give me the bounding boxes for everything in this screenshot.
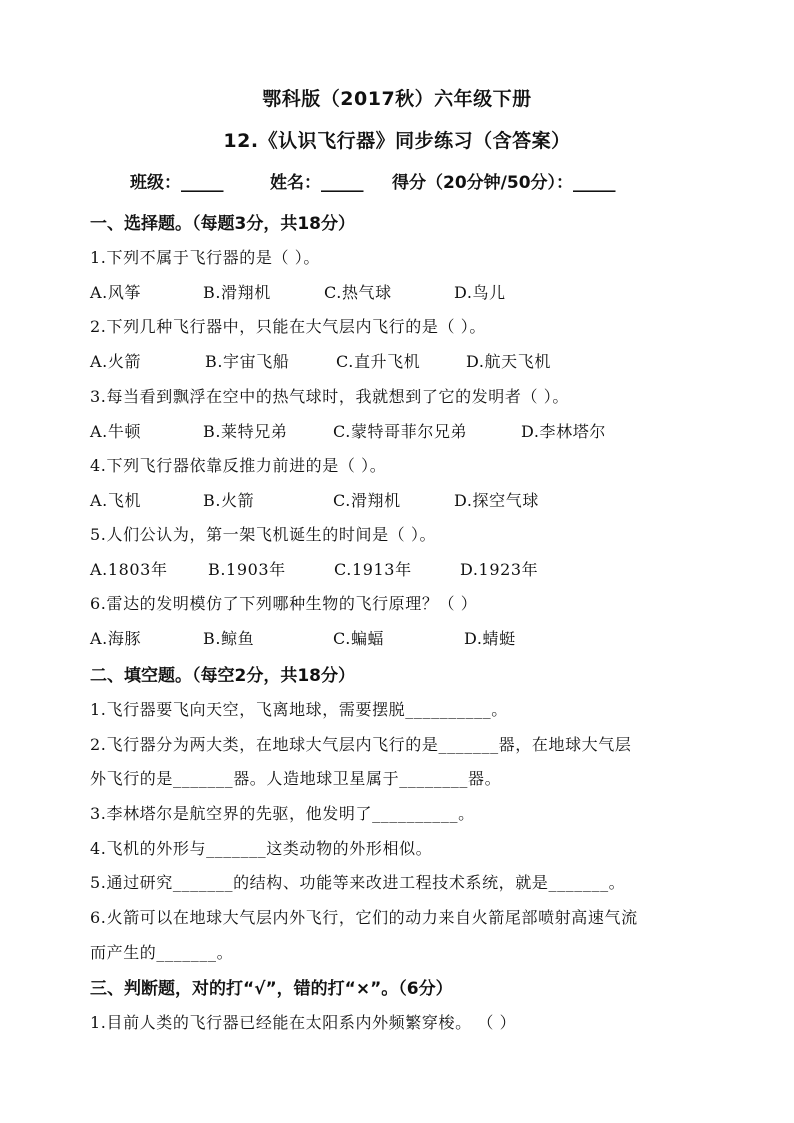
fill-line: 3.李林塔尔是航空界的先驱，他发明了__________。 <box>90 804 475 823</box>
section-heading-judge: 三、判断题，对的打“√”，错的打“×”。（6分） <box>90 979 453 999</box>
option-b: B.滑翔机 <box>203 283 271 302</box>
student-info-row <box>130 168 690 194</box>
option-c: C.滑翔机 <box>333 491 401 510</box>
option-a: A.飞机 <box>90 491 142 510</box>
question-text: 6.雷达的发明模仿了下列哪种生物的飞行原理？（ ） <box>90 594 478 613</box>
page-title: 鄂科版（2017秋）六年级下册 <box>262 88 532 110</box>
option-d: D.航天飞机 <box>466 352 551 371</box>
question-text: 4.下列飞行器依靠反推力前进的是（ ）。 <box>90 456 387 475</box>
question-text: 1.下列不属于飞行器的是（ ）。 <box>90 248 320 267</box>
name-field: 姓名：_____ <box>270 173 364 193</box>
fill-line: 4.飞机的外形与_______这类动物的外形相似。 <box>90 839 433 858</box>
option-d: D.1923年 <box>460 560 539 579</box>
option-row <box>90 626 710 650</box>
score-field: 得分（20分钟/50分）：_____ <box>392 173 616 193</box>
option-a: A.海豚 <box>90 629 142 648</box>
option-a: A.1803年 <box>90 560 168 579</box>
section-heading-fill: 二、填空题。（每空2分，共18分） <box>90 666 355 686</box>
class-field: 班级：_____ <box>130 173 224 193</box>
option-a: A.风筝 <box>90 283 142 302</box>
option-a: A.火箭 <box>90 352 142 371</box>
fill-line: 6.火箭可以在地球大气层内外飞行，它们的动力来自火箭尾部喷射高速气流 <box>90 908 638 927</box>
judge-line: 1.目前人类的飞行器已经能在太阳系内外频繁穿梭。 （ ） <box>90 1013 517 1032</box>
option-b: B.1903年 <box>208 560 286 579</box>
option-c: C.直升飞机 <box>336 352 421 371</box>
option-row <box>90 280 710 304</box>
option-b: B.鲸鱼 <box>203 629 255 648</box>
option-b: B.莱特兄弟 <box>203 422 288 441</box>
option-c: C.蒙特哥菲尔兄弟 <box>333 422 468 441</box>
question-text: 2.下列几种飞行器中，只能在大气层内飞行的是（ ）。 <box>90 317 486 336</box>
option-row <box>90 557 710 581</box>
option-c: C.蝙蝠 <box>333 629 385 648</box>
option-d: D.蜻蜓 <box>464 629 516 648</box>
fill-line: 2.飞行器分为两大类，在地球大气层内飞行的是_______器，在地球大气层 <box>90 735 632 754</box>
option-c: C.热气球 <box>324 283 392 302</box>
option-d: D.鸟儿 <box>454 283 506 302</box>
fill-line: 5.通过研究_______的结构、功能等来改进工程技术系统，就是_______。 <box>90 873 626 892</box>
question-text: 3.每当看到飘浮在空中的热气球时，我就想到了它的发明者（ ）。 <box>90 387 569 406</box>
option-row <box>90 419 710 443</box>
option-c: C.1913年 <box>334 560 412 579</box>
option-a: A.牛顿 <box>90 422 142 441</box>
option-b: B.火箭 <box>203 491 255 510</box>
question-text: 5.人们公认为，第一架飞机诞生的时间是（ ）。 <box>90 525 437 544</box>
section-heading-choice: 一、选择题。（每题3分，共18分） <box>90 214 355 234</box>
page-subtitle: 12.《认识飞行器》同步练习（含答案） <box>223 130 571 152</box>
option-row <box>90 349 710 373</box>
fill-line: 1.飞行器要飞向天空，飞离地球，需要摆脱__________。 <box>90 700 508 719</box>
option-b: B.宇宙飞船 <box>205 352 290 371</box>
fill-line: 外飞行的是_______器。人造地球卫星属于________器。 <box>90 769 502 788</box>
option-row <box>90 488 710 512</box>
option-d: D.李林塔尔 <box>521 422 606 441</box>
option-d: D.探空气球 <box>454 491 539 510</box>
fill-line: 而产生的_______。 <box>90 943 234 962</box>
